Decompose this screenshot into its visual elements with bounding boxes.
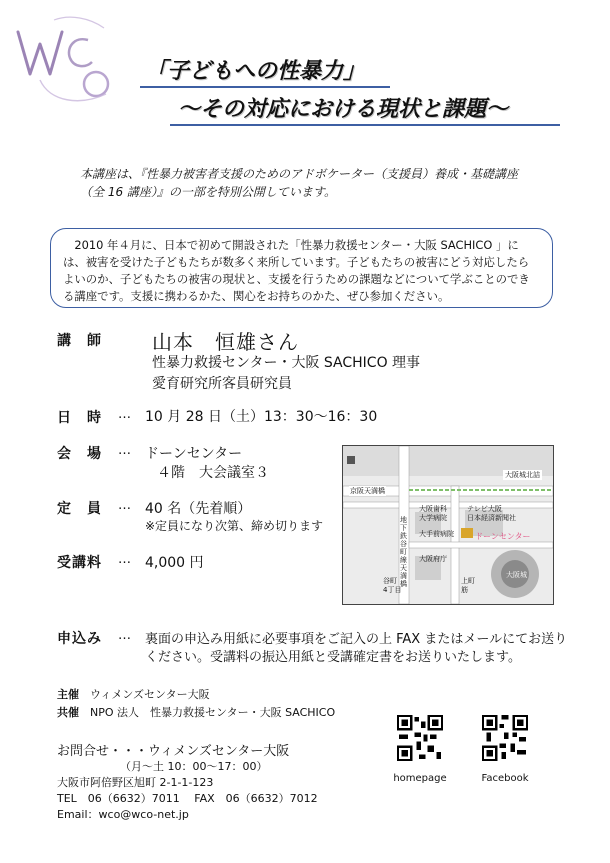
datetime-dots: … <box>118 407 131 422</box>
map-label-subway: 地下鉄谷町線天満橋 <box>400 516 407 588</box>
intro-line-2: （全 16 講座）』の一部を特別公開しています。 <box>80 185 336 199</box>
map-label-dental: 大阪歯科 <box>419 505 447 513</box>
speaker-title-1: 性暴力救援センター・大阪 SACHICO 理事 <box>152 355 421 371</box>
intro-text <box>80 165 550 201</box>
qr-facebook[interactable] <box>482 715 528 765</box>
map-label-otemae: 大手前病院 <box>419 530 454 538</box>
venue-value-2: ４階 大会議室３ <box>157 465 269 481</box>
title-underline-1 <box>140 86 390 88</box>
qr-homepage-label: homepage <box>393 773 447 784</box>
title-underline-2 <box>170 124 560 126</box>
map-label-tvosaka: テレビ大阪 <box>467 505 502 513</box>
venue-value-1: ドーンセンター <box>145 446 243 462</box>
qr-facebook-label: Facebook <box>481 773 529 784</box>
contact-tel-fax: TEL 06（6632）7011 FAX 06（6632）7012 <box>57 792 318 805</box>
qr-code-icon <box>482 715 528 761</box>
contact-email[interactable]: Email：wco@wco-net.jp <box>57 808 189 821</box>
map-label-keihan: 京阪天満橋 <box>350 487 385 495</box>
qr-code-icon <box>397 715 443 761</box>
contact-heading: お問合せ・・・ウィメンズセンター大阪 <box>57 744 290 759</box>
title-line-1: 「子どもへの性暴力」 <box>145 59 366 84</box>
map-label-tanimachi: 谷町 <box>383 577 397 585</box>
apply-line-1: 裏面の申込み用紙に必要事項をご記入の上 FAX またはメールにてお送り <box>145 632 568 647</box>
datetime-label: 日 時 <box>57 410 102 426</box>
datetime-value: 10 月 28 日（土）13：30～16：30 <box>145 409 378 425</box>
venue-dots: … <box>118 443 131 458</box>
capacity-dots: … <box>118 498 131 513</box>
description-box: 2010 年４月に、日本で初めて開設された「性暴力救援センター・大阪 SACHICO 」には、被害を受けた子どもたちが数多く来所しています。子どもたちの被害にどう対応したらよいのか、子どもたちの被害の現状と、支援を行うための課題などについて学ぶことのできる講座です。支援に携わるかた、関心をお持ちのかた、ぜひ参加ください。 <box>50 228 553 308</box>
speaker-title-2: 愛育研究所客員研究員 <box>152 376 292 392</box>
title-line-2: ～その対応における現状と課題～ <box>178 97 509 122</box>
intro-line-1: 本講座は、『性暴力被害者支援のためのアドボケーター（支援員）養成・基礎講座 <box>80 167 519 181</box>
apply-line-2: ください。受講料の振込用紙と受講確定書をお送りいたします。 <box>145 650 521 665</box>
venue-label: 会 場 <box>57 446 102 462</box>
map-label-uemachi: 上町 <box>461 577 475 585</box>
speaker-name: 山本 恒雄さん <box>152 330 299 354</box>
apply-label: 申込み <box>57 631 102 647</box>
contact-hours: （月～土 10：00～17：00） <box>120 760 268 773</box>
contact-address: 大阪市阿倍野区旭町 2-1-1-123 <box>57 776 214 789</box>
cohost-name: NPO 法人 性暴力救援センター・大阪 SACHICO <box>90 706 336 719</box>
map-label-uemachi2: 筋 <box>461 586 468 594</box>
fee-label: 受講料 <box>57 555 102 571</box>
cohost-label: 共催 <box>57 706 79 719</box>
apply-dots: … <box>118 628 131 643</box>
logo <box>10 10 120 110</box>
capacity-note: ※定員になり次第、締め切ります <box>145 519 324 533</box>
qr-homepage[interactable] <box>397 715 443 765</box>
map-label-prefoffice: 大阪府庁 <box>419 555 447 563</box>
capacity-label: 定 員 <box>57 501 102 517</box>
map-label-dental2: 大学病院 <box>419 514 447 522</box>
logo-graphic <box>10 10 120 110</box>
host-label: 主催 <box>57 688 79 701</box>
capacity-value: 40 名（先着順） <box>145 501 252 517</box>
venue-map <box>342 445 554 605</box>
map-label-castle: 大阪城 <box>506 571 527 579</box>
host-name: ウィメンズセンター大阪 <box>90 688 210 701</box>
map-label-dawn: ドーンセンター <box>475 532 531 541</box>
speaker-label: 講 師 <box>57 333 102 349</box>
map-label-nikkei: 日本経済新聞社 <box>467 514 516 522</box>
map-label-kitashinchi: 大阪城北詰 <box>505 471 540 479</box>
map-label-tanimachi2: 4丁目 <box>383 586 402 594</box>
fee-dots: … <box>118 552 131 567</box>
fee-value: 4,000 円 <box>145 555 204 571</box>
